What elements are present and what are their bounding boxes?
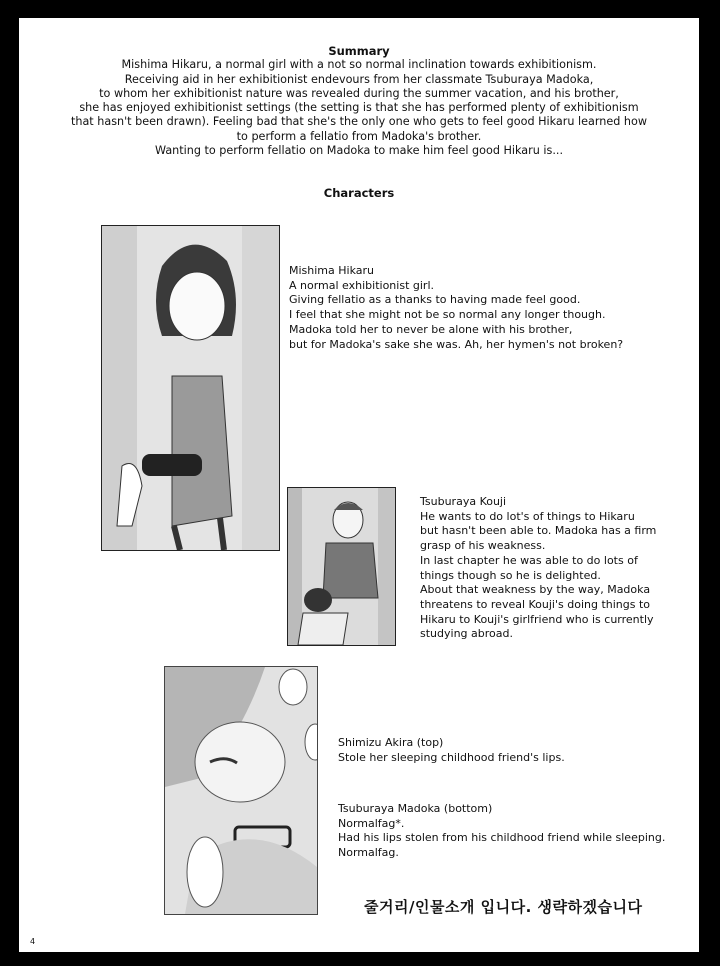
manga-page bbox=[19, 18, 699, 952]
desc-line: Had his lips stolen from his childhood friend while sleeping. bbox=[338, 831, 666, 845]
akira-madoka-illustration bbox=[164, 666, 318, 915]
desc-line: Madoka told her to never be alone with his brother, bbox=[289, 322, 573, 336]
desc-line: things though so he is delighted. bbox=[420, 568, 601, 582]
characters-heading: Characters bbox=[323, 186, 395, 200]
desc-line: but hasn't been able to. Madoka has a firm bbox=[420, 524, 657, 538]
translator-note: 줄거리/인물소개 입니다. 생략하겠습니다 bbox=[364, 898, 643, 916]
desc-line: but for Madoka's sake she was. Ah, her hymen's not broken? bbox=[289, 337, 624, 351]
desc-line: About that weakness by the way, Madoka bbox=[420, 583, 651, 597]
summary-line: to perform a fellatio from Madoka's brother. bbox=[236, 129, 482, 143]
summary-line: Wanting to perform fellatio on Madoka to make him feel good Hikaru is... bbox=[154, 144, 563, 158]
akira-name: Shimizu Akira (top) bbox=[338, 736, 444, 749]
hikaru-name: Mishima Hikaru bbox=[289, 264, 374, 277]
summary-line: Receiving aid in her exhibitionist endevours from her classmate Tsuburaya Madoka, bbox=[124, 72, 594, 86]
desc-line: Stole her sleeping childhood friend's lips. bbox=[338, 750, 565, 764]
summary-line: to whom her exhibitionist nature was revealed during the summer vacation, and his brother, bbox=[99, 86, 619, 100]
desc-line: studying abroad. bbox=[420, 627, 513, 641]
hikaru-illustration bbox=[101, 225, 280, 551]
madoka-description bbox=[338, 802, 665, 861]
kouji-name: Tsuburaya Kouji bbox=[420, 495, 507, 508]
summary-line: she has enjoyed exhibitionist settings (the setting is that she has performed plenty of exhibitionism bbox=[79, 101, 639, 115]
hikaru-description bbox=[289, 264, 623, 352]
summary-heading: Summary bbox=[328, 44, 390, 58]
akira-description bbox=[338, 736, 565, 765]
kouji-description bbox=[420, 495, 656, 642]
summary-line: Mishima Hikaru, a normal girl with a not so normal inclination towards exhibitionism. bbox=[121, 58, 597, 72]
desc-line: Giving fellatio as a thanks to having made feel good. bbox=[289, 293, 581, 307]
desc-line: I feel that she might not be so normal any longer though. bbox=[289, 308, 606, 322]
desc-line: Hikaru to Kouji's girlfriend who is currently bbox=[420, 612, 654, 626]
summary-section bbox=[19, 44, 699, 158]
desc-line: Normalfag*. bbox=[338, 816, 405, 830]
desc-line: He wants to do lot's of things to Hikaru bbox=[420, 509, 635, 523]
summary-line: that hasn't been drawn). Feeling bad that she's the only one who gets to feel good Hikaru learned how bbox=[70, 115, 648, 129]
page-number: 4 bbox=[30, 937, 36, 946]
desc-line: grasp of his weakness. bbox=[420, 539, 546, 553]
desc-line: A normal exhibitionist girl. bbox=[289, 278, 434, 292]
desc-line: In last chapter he was able to do lots of bbox=[420, 553, 638, 567]
desc-line: threatens to reveal Kouji's doing things to bbox=[420, 597, 651, 611]
kouji-illustration bbox=[287, 487, 396, 646]
desc-line: Normalfag. bbox=[338, 846, 399, 860]
madoka-name: Tsuburaya Madoka (bottom) bbox=[338, 802, 493, 815]
